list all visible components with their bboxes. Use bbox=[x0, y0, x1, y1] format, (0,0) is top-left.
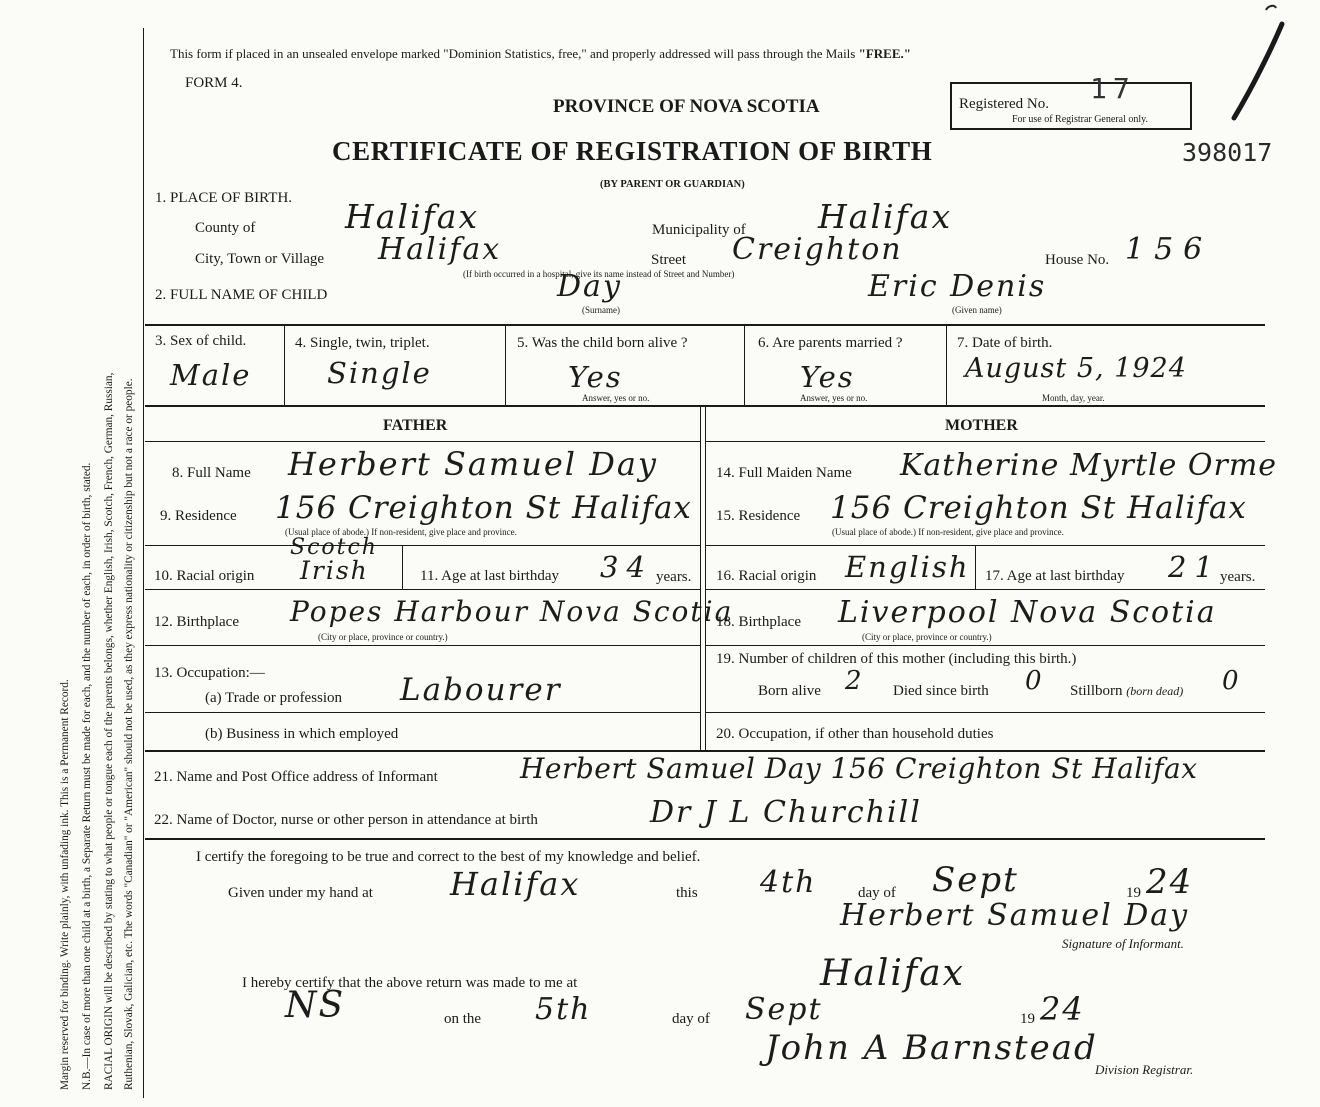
born-alive-label: 5. Was the child born alive ? bbox=[517, 335, 688, 351]
occupation-heading: 13. Occupation:— bbox=[154, 665, 265, 681]
father-race-top-value: Scotch bbox=[290, 535, 378, 560]
business-label: (b) Business in which employed bbox=[205, 726, 399, 742]
father-birthplace-label: 12. Birthplace bbox=[154, 614, 239, 630]
attendant-label: 22. Name of Doctor, nurse or other person in attendance at birth bbox=[154, 812, 538, 828]
child-surname-value: Day bbox=[557, 269, 622, 304]
given-day-value: 4th bbox=[760, 865, 817, 900]
born-alive-note: Answer, yes or no. bbox=[582, 393, 650, 403]
on-the-label: on the bbox=[444, 1011, 482, 1027]
dob-label: 7. Date of birth. bbox=[957, 335, 1053, 351]
margin-note-binding: Margin reserved for binding. Write plainly, with unfading ink. This is a Permanent Record. bbox=[59, 679, 71, 1090]
father-residence-label: 9. Residence bbox=[160, 508, 237, 524]
mother-name-value: Katherine Myrtle Orme bbox=[900, 448, 1278, 483]
registration-day-of-label: day of bbox=[672, 1011, 710, 1027]
trade-label: (a) Trade or profession bbox=[205, 690, 343, 706]
place-of-birth-heading: 1. PLACE OF BIRTH. bbox=[155, 190, 293, 206]
registrar-statement: I hereby certify that the above return was made to me at bbox=[242, 975, 578, 991]
registered-label: Registered No. bbox=[959, 96, 1049, 112]
children-count-label: 19. Number of children of this mother (including this birth.) bbox=[716, 651, 1077, 667]
father-name-value: Herbert Samuel Day bbox=[288, 445, 658, 483]
day-of-label: day of bbox=[858, 885, 896, 901]
mother-birthplace-value: Liverpool Nova Scotia bbox=[838, 595, 1217, 630]
postal-notice bbox=[170, 46, 911, 62]
mother-children-rule bbox=[705, 645, 1265, 646]
registration-month-value: Sept bbox=[745, 992, 823, 1027]
surname-note: (Surname) bbox=[582, 305, 620, 315]
stamp-number: 398017 bbox=[1182, 138, 1273, 167]
father-years-label: years. bbox=[656, 569, 692, 585]
trade-value: Labourer bbox=[400, 672, 562, 708]
mother-age-divider bbox=[975, 545, 976, 589]
mother-years-label: years. bbox=[1220, 569, 1256, 585]
row-divider-top bbox=[145, 324, 1265, 326]
dob-value: August 5, 1924 bbox=[965, 353, 1187, 384]
mother-occupation-label: 20. Occupation, if other than household duties bbox=[716, 726, 994, 742]
form-number: FORM 4. bbox=[185, 75, 243, 91]
father-age-divider bbox=[402, 545, 403, 589]
margin-note-nb: N.B.—In case of more than one child at a birth, a Separate Return must be made for each, and the number of each, in order of birth, stated. bbox=[81, 462, 93, 1090]
father-birthplace-value: Popes Harbour Nova Scotia bbox=[290, 595, 734, 628]
house-value: 156 bbox=[1125, 232, 1213, 267]
father-occupation-rule bbox=[145, 645, 700, 646]
registered-note: For use of Registrar General only. bbox=[1012, 114, 1148, 125]
city-label: City, Town or Village bbox=[195, 251, 325, 267]
child-name-label: 2. FULL NAME OF CHILD bbox=[155, 287, 328, 303]
father-race-rule bbox=[145, 545, 700, 546]
born-alive-count-label: Born alive bbox=[758, 683, 821, 699]
county-label: County of bbox=[195, 220, 256, 236]
county-value: Halifax bbox=[345, 197, 480, 236]
father-business-rule bbox=[145, 712, 700, 713]
mother-occupation-rule bbox=[705, 712, 1265, 713]
division-registrar-label: Division Registrar. bbox=[1095, 1062, 1194, 1077]
col-divider-3 bbox=[284, 324, 285, 406]
col-divider-6 bbox=[946, 324, 947, 406]
mother-race-value: English bbox=[845, 550, 970, 584]
certificate-subtitle: (BY PARENT OR GUARDIAN) bbox=[600, 179, 745, 190]
col-divider-5 bbox=[744, 324, 745, 406]
registrar-check-mark bbox=[1208, 2, 1298, 122]
registration-year-value: 24 bbox=[1040, 990, 1085, 1028]
stillborn-note: (born dead) bbox=[1126, 684, 1184, 698]
plurality-value: Single bbox=[327, 356, 432, 390]
father-mother-divider-2 bbox=[705, 405, 706, 750]
col-divider-4 bbox=[505, 324, 506, 406]
married-label: 6. Are parents married ? bbox=[758, 335, 903, 351]
sex-value: Male bbox=[170, 358, 252, 392]
year-prefix: 19 bbox=[1126, 885, 1141, 901]
stillborn-label-text: Stillborn bbox=[1070, 683, 1123, 699]
stillborn-value: 0 bbox=[1222, 666, 1241, 696]
informant-label: 21. Name and Post Office address of Informant bbox=[154, 769, 438, 785]
municipality-value: Halifax bbox=[818, 197, 953, 236]
registration-place-value: Halifax bbox=[820, 953, 965, 994]
father-birthplace-rule bbox=[145, 589, 700, 590]
father-heading: FATHER bbox=[383, 417, 448, 434]
father-mother-divider bbox=[700, 405, 701, 750]
mother-heading-rule bbox=[705, 441, 1265, 442]
father-race-label: 10. Racial origin bbox=[154, 568, 255, 584]
postal-notice-text: This form if placed in an unsealed envelope marked "Dominion Statistics, free," and properly addressed will pass through the Mails bbox=[170, 46, 856, 61]
mother-birthplace-note: (City or place, province or country.) bbox=[862, 632, 992, 642]
mother-residence-label: 15. Residence bbox=[716, 508, 801, 524]
registrar-signature: John A Barnstead bbox=[765, 1028, 1098, 1068]
certify-statement: I certify the foregoing to be true and correct to the best of my knowledge and belief. bbox=[196, 849, 701, 865]
registered-value: 17 bbox=[1090, 72, 1136, 105]
registration-day-value: 5th bbox=[535, 992, 592, 1027]
father-birthplace-note: (City or place, province or country.) bbox=[318, 632, 448, 642]
father-name-label: 8. Full Name bbox=[172, 465, 251, 481]
mother-age-value: 21 bbox=[1168, 550, 1221, 584]
binding-margin-line bbox=[143, 28, 144, 1098]
margin-note-racial-origin: RACIAL ORIGIN will be described by stating to what people or tongue each of the parents belongs, whether English, Irish, Scotch, French, German, Russian, bbox=[103, 372, 115, 1090]
informant-signature: Herbert Samuel Day bbox=[840, 898, 1190, 933]
street-label: Street bbox=[651, 252, 686, 268]
mother-residence-note: (Usual place of abode.) If non-resident, give place and province. bbox=[832, 527, 1064, 537]
born-alive-count-value: 2 bbox=[845, 666, 864, 696]
dob-note: Month, day, year. bbox=[1042, 393, 1105, 403]
municipality-label: Municipality of bbox=[652, 222, 746, 238]
given-month-value: Sept bbox=[932, 860, 1019, 900]
father-race-value: Irish bbox=[300, 556, 369, 585]
mother-race-rule bbox=[705, 545, 1265, 546]
mother-birthplace-label: 18. Birthplace bbox=[716, 614, 801, 630]
given-under-hand-label: Given under my hand at bbox=[228, 885, 373, 901]
mother-age-label: 17. Age at last birthday bbox=[985, 568, 1125, 584]
father-age-label: 11. Age at last birthday bbox=[420, 568, 559, 584]
married-note: Answer, yes or no. bbox=[800, 393, 868, 403]
mother-race-label: 16. Racial origin bbox=[716, 568, 817, 584]
city-value: Halifax bbox=[378, 232, 502, 267]
born-alive-value: Yes bbox=[568, 360, 623, 394]
postal-notice-free: "FREE." bbox=[858, 46, 911, 61]
informant-value: Herbert Samuel Day 156 Creighton St Halifax bbox=[520, 752, 1198, 785]
plurality-label: 4. Single, twin, triplet. bbox=[295, 335, 430, 351]
died-value: 0 bbox=[1025, 666, 1044, 696]
father-age-value: 34 bbox=[600, 550, 653, 584]
certificate-title: CERTIFICATE OF REGISTRATION OF BIRTH bbox=[332, 136, 933, 166]
hospital-note: (If birth occurred in a hospital, give its name instead of Street and Number) bbox=[463, 269, 735, 279]
mother-name-label: 14. Full Maiden Name bbox=[716, 465, 852, 481]
province-heading: PROVINCE OF NOVA SCOTIA bbox=[553, 96, 820, 117]
died-label: Died since birth bbox=[893, 683, 989, 699]
given-place-value: Halifax bbox=[450, 865, 581, 903]
signature-label: Signature of Informant. bbox=[1062, 936, 1184, 951]
mother-birthplace-rule bbox=[705, 589, 1265, 590]
father-heading-rule bbox=[145, 441, 700, 442]
mother-residence-value: 156 Creighton St Halifax bbox=[830, 490, 1247, 526]
child-given-value: Eric Denis bbox=[868, 269, 1047, 304]
married-value: Yes bbox=[800, 360, 855, 394]
attendant-value: Dr J L Churchill bbox=[650, 795, 922, 830]
house-label: House No. bbox=[1045, 252, 1110, 268]
sex-label: 3. Sex of child. bbox=[155, 333, 247, 349]
this-label: this bbox=[676, 885, 698, 901]
stillborn-label bbox=[1070, 683, 1183, 700]
given-year-value: 24 bbox=[1146, 862, 1194, 902]
given-name-note: (Given name) bbox=[952, 305, 1002, 315]
margin-note-racial-origin-cont: Ruthenian, Slovak, Galician, etc. The words "Canadian" or "American" should not be used, as they express nationality or citizenship but not a race or people. bbox=[123, 378, 135, 1090]
row-divider-certify bbox=[145, 838, 1265, 840]
father-residence-value: 156 Creighton St Halifax bbox=[275, 490, 692, 526]
registration-place-value-2: NS bbox=[285, 985, 346, 1026]
father-residence-note: (Usual place of abode.) If non-resident, give place and province. bbox=[285, 527, 517, 537]
street-value: Creighton bbox=[732, 232, 903, 267]
mother-heading: MOTHER bbox=[945, 417, 1018, 434]
registration-year-prefix: 19 bbox=[1020, 1011, 1035, 1027]
